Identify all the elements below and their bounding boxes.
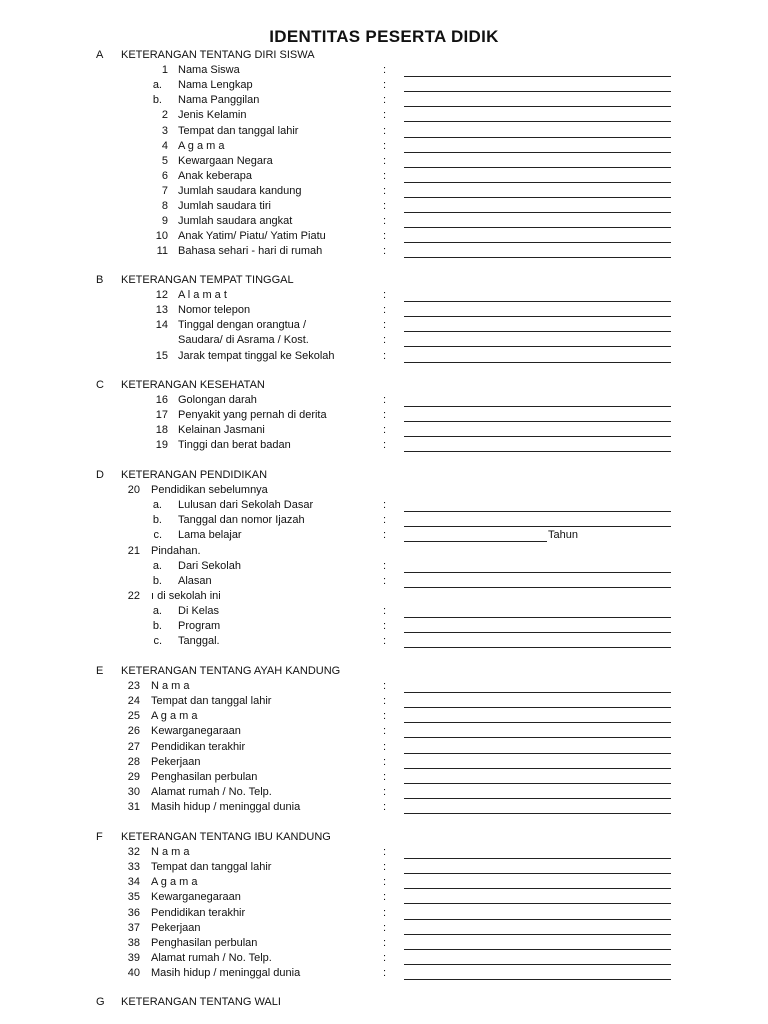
colon-separator: : [383, 529, 387, 542]
item-number: 15 [155, 349, 168, 362]
item-number: b. [152, 574, 162, 587]
form-row [0, 575, 768, 590]
fill-in-blank[interactable] [404, 212, 671, 213]
field-label: Alamat rumah / No. Telp. [151, 785, 272, 798]
colon-separator: : [383, 876, 387, 889]
field-label: Jenis Kelamin [178, 109, 247, 122]
item-number: 28 [127, 755, 140, 768]
colon-separator: : [383, 124, 387, 137]
colon-separator: : [383, 710, 387, 723]
field-label: Nama Siswa [178, 64, 240, 77]
colon-separator: : [383, 635, 387, 648]
section-letter: A [96, 49, 104, 61]
item-number: 25 [127, 710, 140, 723]
section-header [0, 996, 768, 1011]
section-header [0, 469, 768, 484]
fill-in-blank[interactable] [404, 451, 671, 452]
field-label: Kewargaan Negara [178, 154, 273, 167]
section-letter: B [96, 274, 104, 286]
fill-in-blank[interactable] [404, 121, 671, 122]
colon-separator: : [383, 139, 387, 152]
fill-in-blank[interactable] [404, 888, 671, 889]
item-number: 17 [155, 409, 168, 422]
item-number: 11 [156, 245, 168, 258]
form-row [0, 545, 768, 560]
field-label: Jumlah saudara angkat [178, 215, 293, 228]
form-row [0, 230, 768, 245]
colon-separator: : [383, 891, 387, 904]
item-number: 36 [127, 906, 140, 919]
form-row [0, 109, 768, 124]
field-label: Nama Lengkap [178, 79, 253, 92]
colon-separator: : [383, 725, 387, 738]
field-label: Penghasilan perbulan [151, 770, 258, 783]
item-number: 33 [127, 861, 140, 874]
field-label: Jumlah saudara tiri [178, 200, 271, 212]
field-label: Penyakit yang pernah di derita [178, 409, 327, 422]
item-number: 31 [127, 800, 140, 813]
form-row [0, 635, 768, 650]
form-row [0, 922, 768, 937]
colon-separator: : [383, 951, 387, 964]
fill-in-blank[interactable] [404, 152, 671, 153]
fill-in-blank[interactable] [404, 421, 671, 422]
field-label: Pekerjaan [151, 755, 201, 768]
item-number: 37 [127, 921, 140, 934]
item-number: c. [153, 635, 162, 648]
fill-in-blank[interactable] [404, 541, 547, 542]
field-label: Pendidikan terakhir [151, 906, 246, 919]
field-label: Anak keberapa [178, 169, 252, 182]
item-number: 34 [127, 876, 140, 889]
item-number: 8 [161, 200, 168, 212]
fill-in-blank[interactable] [404, 182, 671, 183]
fill-in-blank[interactable] [404, 707, 671, 708]
fill-in-blank[interactable] [404, 362, 671, 363]
item-number: 39 [127, 951, 140, 964]
colon-separator: : [383, 604, 387, 617]
fill-in-blank[interactable] [404, 137, 671, 138]
section-title: KETERANGAN PENDIDIKAN [121, 469, 268, 481]
item-number: 5 [161, 154, 168, 167]
form-row [0, 952, 768, 967]
fill-in-blank[interactable] [404, 76, 671, 77]
section-header [0, 665, 768, 680]
form-row [0, 79, 768, 94]
form-row [0, 741, 768, 756]
fill-in-blank[interactable] [404, 331, 671, 332]
form-row [0, 756, 768, 771]
form-row [0, 861, 768, 876]
form-row [0, 319, 768, 334]
field-label: Alamat rumah / No. Telp. [151, 951, 272, 964]
fill-in-blank[interactable] [404, 903, 671, 904]
form-row [0, 967, 768, 982]
section-letter: F [96, 831, 103, 843]
fill-in-blank[interactable] [404, 257, 671, 258]
colon-separator: : [383, 334, 387, 347]
form-row [0, 590, 768, 605]
section-header [0, 274, 768, 289]
fill-in-blank[interactable] [404, 526, 671, 527]
field-label: Saudara/ di Asrama / Kost. [178, 334, 309, 347]
fill-in-blank[interactable] [404, 632, 671, 633]
fill-in-blank[interactable] [404, 768, 671, 769]
colon-separator: : [383, 215, 387, 228]
field-label: Program [178, 620, 221, 632]
item-number: 38 [127, 936, 140, 949]
field-label: Pendidikan terakhir [151, 740, 246, 753]
item-number: 19 [155, 439, 168, 452]
colon-separator: : [383, 79, 387, 92]
field-label: Masih hidup / meninggal dunia [151, 800, 301, 813]
section-letter: G [96, 996, 105, 1008]
form-row [0, 215, 768, 230]
section-header [0, 379, 768, 394]
fill-in-blank[interactable] [404, 647, 671, 648]
fill-in-blank[interactable] [404, 167, 671, 168]
fill-in-blank[interactable] [404, 511, 671, 512]
item-number: 21 [127, 544, 140, 557]
item-number: 40 [127, 966, 140, 979]
fill-in-blank[interactable] [404, 242, 671, 243]
field-label: Tanggal dan nomor Ijazah [178, 514, 305, 527]
colon-separator: : [383, 785, 387, 798]
fill-in-blank[interactable] [404, 858, 671, 859]
colon-separator: : [383, 349, 387, 362]
fill-in-blank[interactable] [404, 949, 671, 950]
form-row [0, 771, 768, 786]
fill-in-blank[interactable] [404, 301, 671, 302]
colon-separator: : [383, 906, 387, 919]
item-number: 30 [127, 785, 140, 798]
form-row [0, 394, 768, 409]
colon-separator: : [383, 109, 387, 122]
item-number: 26 [127, 725, 140, 738]
form-row [0, 140, 768, 155]
colon-separator: : [383, 921, 387, 934]
field-label: Kewarganegaraan [151, 891, 241, 904]
item-number: 10 [155, 230, 168, 243]
fill-in-blank[interactable] [404, 197, 671, 198]
section-title: KETERANGAN TENTANG IBU KANDUNG [121, 831, 331, 843]
form-row [0, 801, 768, 816]
item-number: a. [152, 79, 162, 92]
section-title: KETERANGAN KESEHATAN [121, 379, 265, 391]
section-title: KETERANGAN TENTANG AYAH KANDUNG [121, 665, 341, 677]
fill-in-blank[interactable] [404, 722, 671, 723]
form-row [0, 409, 768, 424]
field-label: A g a m a [151, 710, 198, 723]
form-row [0, 484, 768, 499]
colon-separator: : [383, 740, 387, 753]
form-row [0, 514, 768, 529]
item-number: 20 [127, 484, 140, 497]
field-label: Alasan [178, 574, 212, 587]
item-number: 6 [161, 169, 168, 182]
field-label: N a m a [151, 846, 190, 859]
form-row [0, 200, 768, 215]
item-number: 35 [127, 891, 140, 904]
field-label: Masih hidup / meninggal dunia [151, 966, 301, 979]
field-label: Lama belajar [178, 529, 242, 542]
field-label: A g a m a [151, 876, 198, 889]
item-number: b. [152, 94, 162, 107]
item-number: 13 [155, 304, 168, 317]
item-number: 24 [127, 695, 140, 708]
form-row [0, 334, 768, 349]
fill-in-blank[interactable] [404, 964, 671, 965]
field-label: N a m a [151, 680, 190, 693]
fill-in-blank[interactable] [404, 316, 671, 317]
colon-separator: : [383, 680, 387, 693]
form-row [0, 680, 768, 695]
field-label: Golongan darah [178, 394, 257, 407]
field-label: Tinggal dengan orangtua / [178, 319, 307, 332]
fill-in-blank[interactable] [404, 798, 671, 799]
field-label: Jarak tempat tinggal ke Sekolah [178, 349, 335, 362]
colon-separator: : [383, 861, 387, 874]
item-number: a. [152, 559, 162, 572]
form-row [0, 499, 768, 514]
colon-separator: : [383, 64, 387, 77]
field-label: A l a m a t [178, 289, 227, 302]
section-header [0, 49, 768, 64]
unit-label: Tahun [548, 529, 578, 542]
colon-separator: : [383, 184, 387, 197]
form-row [0, 560, 768, 575]
field-label: Tinggi dan berat badan [178, 439, 291, 452]
item-number: 23 [127, 680, 140, 693]
colon-separator: : [383, 304, 387, 317]
field-label: ı di sekolah ini [151, 589, 221, 602]
fill-in-blank[interactable] [404, 813, 671, 814]
form-row [0, 695, 768, 710]
colon-separator: : [383, 695, 387, 708]
form-row [0, 289, 768, 304]
fill-in-blank[interactable] [404, 737, 671, 738]
section-header [0, 831, 768, 846]
fill-in-blank[interactable] [404, 227, 671, 228]
fill-in-blank[interactable] [404, 346, 671, 347]
field-label: Nomor telepon [178, 304, 251, 317]
form-row [0, 304, 768, 319]
form-row [0, 170, 768, 185]
colon-separator: : [383, 755, 387, 768]
form-row [0, 424, 768, 439]
item-number: c. [153, 529, 162, 542]
fill-in-blank[interactable] [404, 106, 671, 107]
section-title: KETERANGAN TENTANG WALI [121, 996, 281, 1008]
colon-separator: : [383, 936, 387, 949]
form-row [0, 125, 768, 140]
form-row [0, 64, 768, 79]
field-label: Pindahan. [151, 544, 201, 557]
form-row [0, 891, 768, 906]
colon-separator: : [383, 169, 387, 182]
fill-in-blank[interactable] [404, 406, 671, 407]
colon-separator: : [383, 846, 387, 859]
colon-separator: : [383, 439, 387, 452]
form-row [0, 155, 768, 170]
fill-in-blank[interactable] [404, 692, 671, 693]
item-number: 2 [161, 109, 168, 122]
item-number: a. [152, 499, 162, 512]
fill-in-blank[interactable] [404, 436, 671, 437]
field-label: Kelainan Jasmani [178, 424, 265, 437]
field-label: Nama Panggilan [178, 94, 260, 107]
section-letter: D [96, 469, 104, 481]
item-number: 14 [155, 319, 168, 332]
colon-separator: : [383, 514, 387, 527]
form-row [0, 185, 768, 200]
form-row [0, 529, 768, 544]
item-number: b. [152, 620, 162, 632]
fill-in-blank[interactable] [404, 919, 671, 920]
fill-in-blank[interactable] [404, 617, 671, 618]
section-title: KETERANGAN TEMPAT TINGGAL [121, 274, 294, 286]
colon-separator: : [383, 620, 387, 632]
field-label: Di Kelas [178, 604, 219, 617]
colon-separator: : [383, 499, 387, 512]
item-number: 27 [127, 740, 140, 753]
field-label: Penghasilan perbulan [151, 936, 258, 949]
item-number: 16 [155, 394, 168, 407]
item-number: b. [152, 514, 162, 527]
form-row [0, 907, 768, 922]
form-row [0, 876, 768, 891]
field-label: Tempat dan tanggal lahir [178, 124, 299, 137]
item-number: 4 [161, 139, 168, 152]
section-letter: E [96, 665, 104, 677]
form-row [0, 94, 768, 109]
colon-separator: : [383, 289, 387, 302]
item-number: 32 [127, 846, 140, 859]
fill-in-blank[interactable] [404, 979, 671, 980]
item-number: 12 [155, 289, 168, 302]
form-row [0, 605, 768, 620]
item-number: 29 [127, 770, 140, 783]
form-row [0, 786, 768, 801]
colon-separator: : [383, 245, 387, 258]
field-label: Bahasa sehari - hari di rumah [178, 245, 323, 258]
fill-in-blank[interactable] [404, 873, 671, 874]
field-label: Pekerjaan [151, 921, 201, 934]
colon-separator: : [383, 800, 387, 813]
field-label: Tempat dan tanggal lahir [151, 861, 272, 874]
colon-separator: : [383, 424, 387, 437]
colon-separator: : [383, 574, 387, 587]
form-row [0, 725, 768, 740]
item-number: a. [152, 604, 162, 617]
colon-separator: : [383, 319, 387, 332]
colon-separator: : [383, 966, 387, 979]
colon-separator: : [383, 94, 387, 107]
page-title: IDENTITAS PESERTA DIDIK [269, 27, 499, 46]
field-label: Jumlah saudara kandung [178, 184, 302, 197]
field-label: Anak Yatim/ Piatu/ Yatim Piatu [178, 230, 326, 243]
field-label: A g a m a [178, 139, 225, 152]
fill-in-blank[interactable] [404, 572, 671, 573]
form-row [0, 710, 768, 725]
colon-separator: : [383, 409, 387, 422]
form-row [0, 245, 768, 260]
item-number: 22 [127, 589, 140, 602]
field-label: Pendidikan sebelumnya [151, 484, 268, 497]
fill-in-blank[interactable] [404, 753, 671, 754]
field-label: Lulusan dari Sekolah Dasar [178, 499, 314, 512]
item-number: 7 [161, 184, 168, 197]
colon-separator: : [383, 559, 387, 572]
section-title: KETERANGAN TENTANG DIRI SISWA [121, 49, 315, 61]
item-number: 18 [155, 424, 168, 437]
fill-in-blank[interactable] [404, 783, 671, 784]
item-number: 1 [161, 64, 168, 77]
form-row [0, 350, 768, 365]
section-letter: C [96, 379, 104, 391]
form-row [0, 439, 768, 454]
form-row [0, 846, 768, 861]
fill-in-blank[interactable] [404, 91, 671, 92]
colon-separator: : [383, 770, 387, 783]
form-row [0, 620, 768, 635]
colon-separator: : [383, 394, 387, 407]
form-row [0, 937, 768, 952]
field-label: Tempat dan tanggal lahir [151, 695, 272, 708]
colon-separator: : [383, 154, 387, 167]
item-number: 9 [161, 215, 168, 228]
item-number: 3 [161, 124, 168, 137]
colon-separator: : [383, 200, 387, 212]
field-label: Kewarganegaraan [151, 725, 241, 738]
fill-in-blank[interactable] [404, 587, 671, 588]
field-label: Tanggal. [178, 635, 220, 648]
field-label: Dari Sekolah [178, 559, 241, 572]
colon-separator: : [383, 230, 387, 243]
fill-in-blank[interactable] [404, 934, 671, 935]
